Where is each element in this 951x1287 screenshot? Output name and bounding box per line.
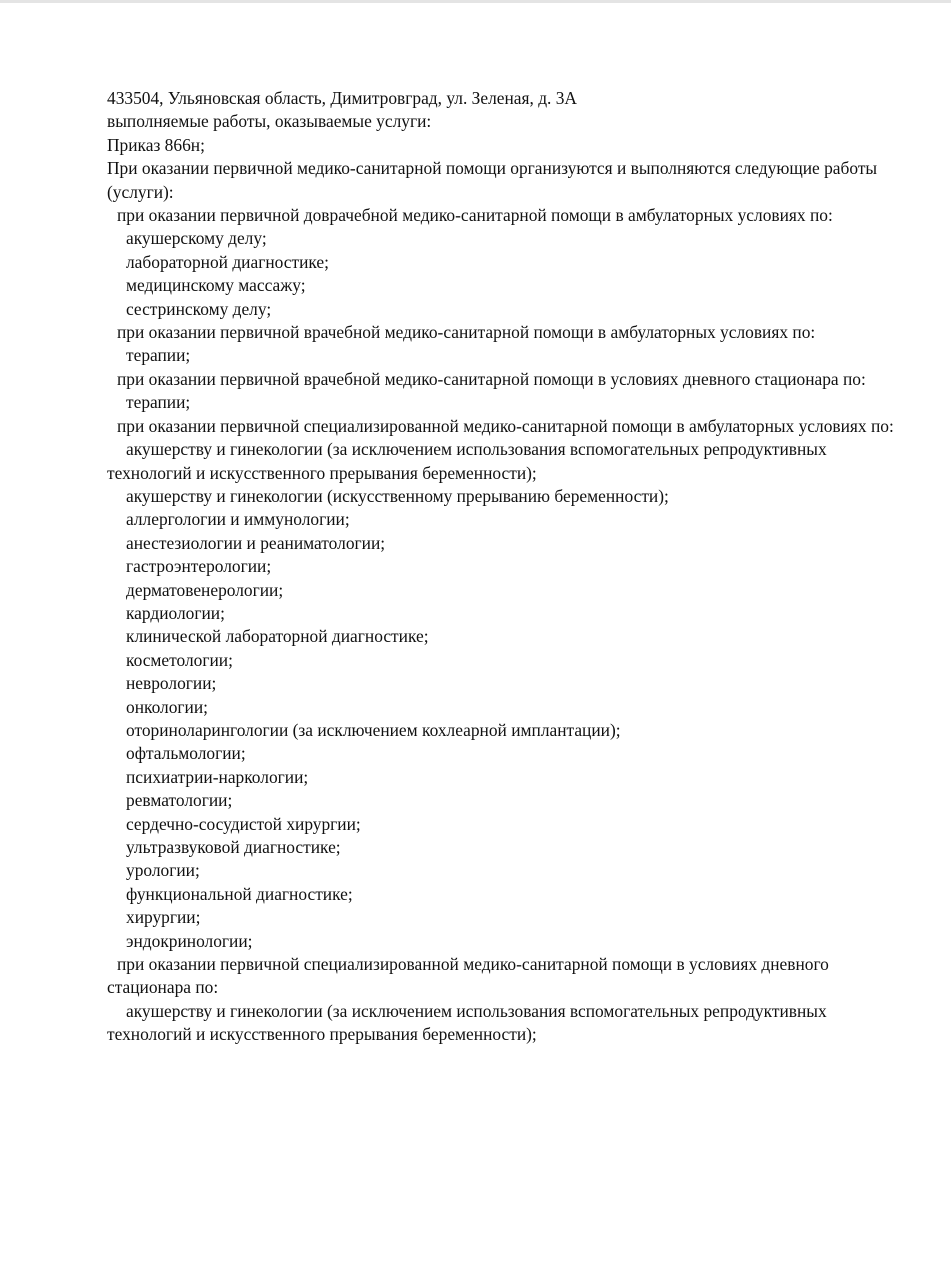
section-heading: при оказании первичной специализированной медико-санитарной помощи в условиях дневного стационара по: — [107, 954, 829, 998]
list-item: ультразвуковой диагностике; — [126, 837, 341, 857]
list-item: офтальмологии; — [126, 743, 246, 764]
list-item: анестезиологии и реаниматологии; — [126, 532, 386, 553]
order-reference: Приказ 866н; — [107, 134, 205, 155]
list-item: дерматовенерологии; — [126, 579, 284, 600]
list-item: акушерству и гинекологии (за исключением использования вспомогательных репродуктивных технологий и искусственного прерывания беременности); — [107, 439, 827, 483]
list-item: сестринскому делу; — [126, 298, 272, 319]
list-item: терапии; — [126, 345, 191, 366]
list-item: клинической лабораторной диагностике; — [126, 626, 429, 647]
list-item: хирургии; — [126, 907, 201, 928]
document-page — [107, 87, 913, 1047]
list-item: терапии; — [126, 392, 191, 413]
list-item: ревматологии; — [126, 790, 233, 811]
list-item: онкологии; — [126, 696, 208, 717]
top-divider — [0, 0, 951, 3]
section-heading: при оказании первичной специализированной медико-санитарной помощи в амбулаторных условиях по: — [117, 415, 894, 436]
list-item: сердечно-сосудистой хирургии; — [126, 813, 361, 834]
services-heading: выполняемые работы, оказываемые услуги: — [107, 111, 432, 132]
list-item: эндокринологии; — [126, 930, 253, 951]
list-item: косметологии; — [126, 649, 233, 670]
list-item: акушерству и гинекологии (за исключением использования вспомогательных репродуктивных технологий и искусственного прерывания беременности); — [107, 1000, 827, 1045]
list-item: лабораторной диагностике; — [126, 251, 329, 272]
section-heading: при оказании первичной врачебной медико-санитарной помощи в условиях дневного стационара по: — [117, 368, 866, 389]
list-item: функциональной диагностике; — [126, 883, 353, 904]
list-item: психиатрии-наркологии; — [126, 766, 309, 787]
list-item: урологии; — [126, 860, 200, 881]
section-heading: при оказании первичной врачебной медико-санитарной помощи в амбулаторных условиях по: — [117, 322, 816, 343]
list-item: аллергологии и иммунологии; — [126, 509, 350, 530]
list-item: акушерству и гинекологии (искусственному прерыванию беременности); — [126, 485, 669, 506]
address-line: 433504, Ульяновская область, Димитровград, ул. Зеленая, д. 3А — [107, 88, 577, 108]
list-item: акушерскому делу; — [126, 228, 267, 249]
section-heading: при оказании первичной доврачебной медико-санитарной помощи в амбулаторных условиях по: — [117, 205, 833, 226]
intro-paragraph: При оказании первичной медико-санитарной помощи организуются и выполняются следующие работы (услуги): — [107, 158, 878, 202]
list-item: гастроэнтерологии; — [126, 556, 272, 577]
list-item: оториноларингологии (за исключением кохлеарной имплантации); — [126, 719, 621, 740]
list-item: неврологии; — [126, 673, 217, 694]
list-item: кардиологии; — [126, 602, 225, 623]
list-item: медицинскому массажу; — [126, 275, 306, 296]
